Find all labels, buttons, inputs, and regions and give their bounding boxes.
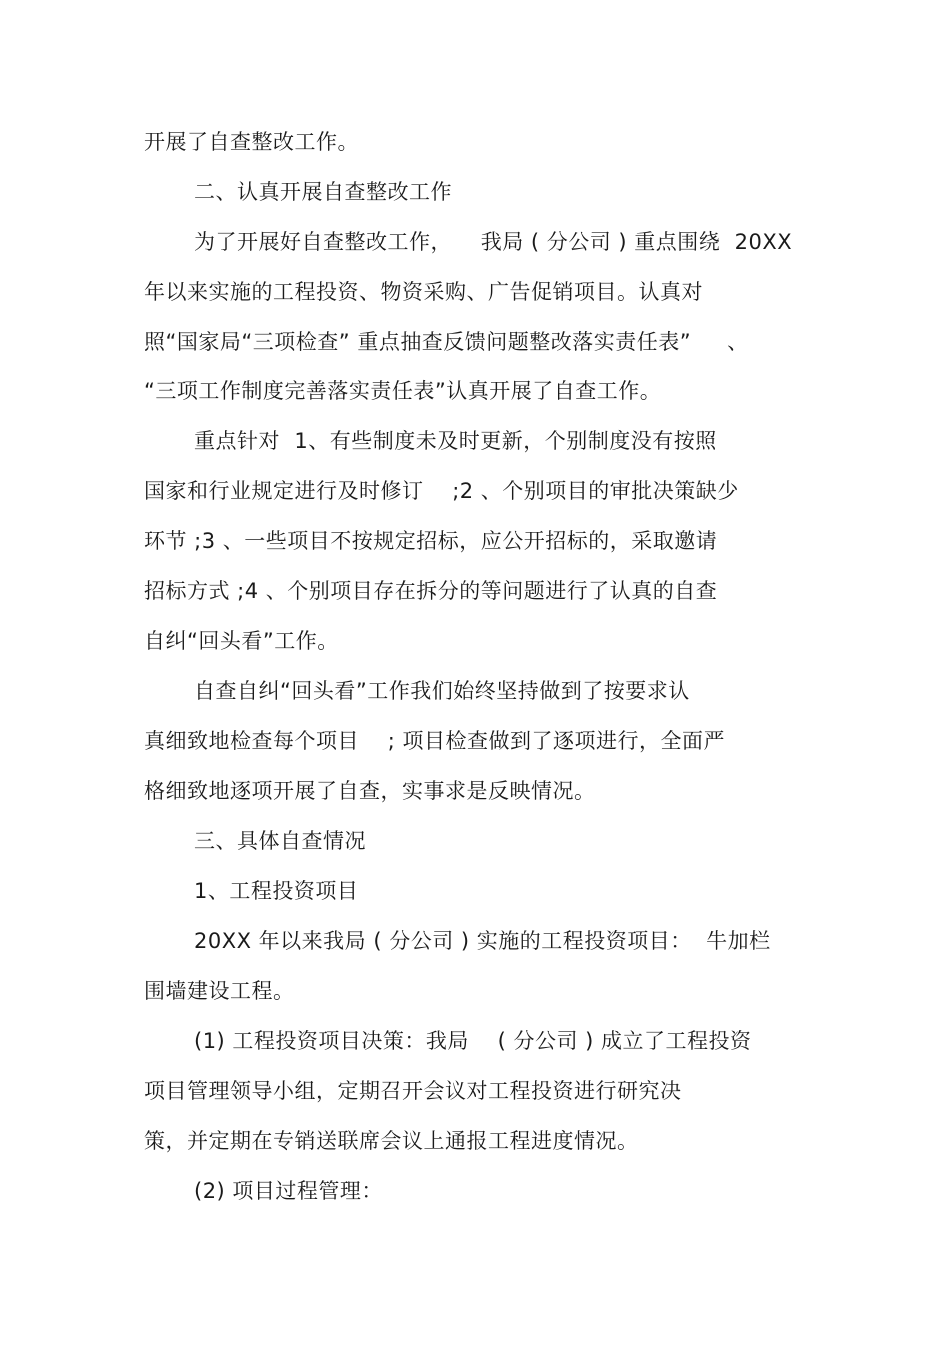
paragraph-start: 自查自纠“回头看”工作我们始终坚持做到了按要求认 xyxy=(194,679,690,703)
text-line: 真细致地检查每个项目 ; 项目检查做到了逐项进行，全面严 xyxy=(144,729,725,753)
text-line: 开展了自查整改工作。 xyxy=(144,130,359,154)
paragraph-start: 重点针对 1、有些制度未及时更新，个别制度没有按照 xyxy=(194,429,717,453)
text-line: 环节 ;3 、一些项目不按规定招标，应公开招标的，采取邀请 xyxy=(144,529,718,553)
text-line: 照“国家局“三项检查” 重点抽查反馈问题整改落实责任表” 、 xyxy=(144,330,749,354)
paragraph-start: 为了开展好自查整改工作， 我局 ( 分公司 ) 重点围绕 20XX xyxy=(194,230,793,254)
text-line: 围墙建设工程。 xyxy=(144,979,295,1003)
paragraph-start: (1) 工程投资项目决策：我局 ( 分公司 ) 成立了工程投资 xyxy=(194,1029,752,1053)
paragraph-start: 20XX 年以来我局 ( 分公司 ) 实施的工程投资项目： 牛加栏 xyxy=(194,929,771,953)
text-line: 年以来实施的工程投资、物资采购、广告促销项目。认真对 xyxy=(144,280,703,304)
text-line: 自纠“回头看”工作。 xyxy=(144,629,339,653)
text-line: 策，并定期在专销送联席会议上通报工程进度情况。 xyxy=(144,1129,639,1153)
section-heading: 二、认真开展自查整改工作 xyxy=(194,180,452,204)
paragraph-start: (2) 项目过程管理： xyxy=(194,1179,383,1203)
subsection-heading: 1、工程投资项目 xyxy=(194,879,359,903)
text-line: 项目管理领导小组，定期召开会议对工程投资进行研究决 xyxy=(144,1079,682,1103)
text-line: 格细致地逐项开展了自查，实事求是反映情况。 xyxy=(144,779,596,803)
section-heading: 三、具体自查情况 xyxy=(194,829,366,853)
text-line: “三项工作制度完善落实责任表”认真开展了自查工作。 xyxy=(144,379,662,403)
text-line: 招标方式 ;4 、个别项目存在拆分的等问题进行了认真的自查 xyxy=(144,579,718,603)
text-line: 国家和行业规定进行及时修订 ;2 、个别项目的审批决策缺少 xyxy=(144,479,739,503)
